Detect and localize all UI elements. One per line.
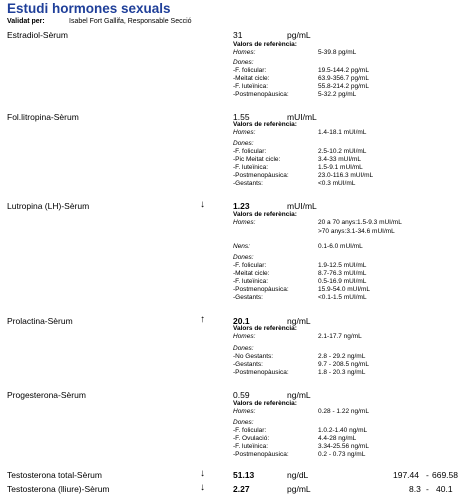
ref-heading: Valors de referència: — [233, 41, 297, 48]
ref-range: 63.9-356.7 pg/mL — [318, 75, 369, 82]
ref-range-homes: 2.1-17.7 ng/mL — [318, 333, 362, 340]
ref-label: -Postmenopàusica: — [233, 451, 289, 458]
test-name: Fol.litropina-Sèrum — [7, 112, 79, 122]
ref-label: -Postmenopàusica: — [233, 91, 289, 98]
ref-label: -F. folicular: — [233, 262, 267, 269]
ref-label: -F. folicular: — [233, 427, 267, 434]
ref-label-dones: Dones: — [233, 419, 254, 426]
test-unit: mUI/mL — [287, 112, 317, 122]
ref-label: -F. folicular: — [233, 67, 267, 74]
ref-range: 8.7-76.3 mUI/mL — [318, 270, 367, 277]
low-flag-icon: ↓ — [200, 199, 205, 210]
test-unit: ng/dL — [287, 470, 309, 480]
ref-range: 1.8 - 20.3 ng/mL — [318, 369, 366, 376]
ref-label: -Pic Meitat cicle: — [233, 156, 281, 163]
test-name: Testosterona total-Sèrum — [7, 470, 102, 480]
test-value: 1.55 — [233, 112, 250, 122]
ref-range-homes: 1.4-18.1 mUI/mL — [318, 129, 367, 136]
ref-label: -Meitat cicle: — [233, 75, 270, 82]
test-value: 51.13 — [233, 470, 255, 480]
test-unit: pg/mL — [287, 484, 311, 494]
ref-label-nens: Nens: — [233, 243, 250, 250]
ref-label: -F. luteïnica: — [233, 164, 269, 171]
test-value: 2.27 — [233, 484, 250, 494]
ref-range-homes: 5-39.8 pg/mL — [318, 49, 357, 56]
ref-label: -Gestants: — [233, 294, 263, 301]
test-value: 0.59 — [233, 390, 250, 400]
ref-range: 3.34-25.56 ng/mL — [318, 443, 369, 450]
test-name: Lutropina (LH)-Sèrum — [7, 201, 90, 211]
ref-heading: Valors de referència: — [233, 400, 297, 407]
validator-name: Isabel Fort Gallifa, Responsable Secció — [69, 18, 192, 25]
ref-range: 55.8-214.2 pg/mL — [318, 83, 369, 90]
low-flag-icon: ↓ — [200, 468, 205, 479]
ref-range: 23.0-116.3 mUI/mL — [318, 172, 374, 179]
ref-label-homes: Homes: — [233, 49, 256, 56]
test-unit: mUI/mL — [287, 201, 317, 211]
ref-range: 5-32.2 pg/mL — [318, 91, 357, 98]
ref-range: 9.7 - 208.5 ng/mL — [318, 361, 369, 368]
ref-label-dones: Dones: — [233, 254, 254, 261]
ref-label: -Postmenopàusica: — [233, 172, 289, 179]
ref-label: -F. luteïnica: — [233, 278, 269, 285]
ref-range: 0.2 - 0.73 ng/mL — [318, 451, 366, 458]
validated-by — [7, 18, 192, 25]
test-name: Testosterona (lliure)-Sèrum — [7, 484, 110, 494]
ref-label: -Gestants: — [233, 180, 263, 187]
ref-label: -Gestants: — [233, 361, 263, 368]
test-unit: ng/mL — [287, 390, 311, 400]
ref-label: -F. folicular: — [233, 148, 267, 155]
ref-range: 1.9-12.5 mUI/mL — [318, 262, 367, 269]
ref-range: 19.5-144.2 pg/mL — [318, 67, 369, 74]
ref-range: 1.5-9.1 mUI/mL — [318, 164, 363, 171]
ref-low: 197.44 — [393, 470, 419, 480]
ref-range: 2.8 - 29.2 ng/mL — [318, 353, 366, 360]
page-title: Estudi hormones sexuals — [7, 1, 171, 16]
ref-label: -F. luteïnica: — [233, 83, 269, 90]
ref-high: 669.58 — [432, 470, 458, 480]
ref-high: 40.1 — [436, 484, 453, 494]
ref-label: -F. Ovulació: — [233, 435, 270, 442]
test-name: Estradiol-Sèrum — [7, 30, 68, 40]
ref-label: -Postmenopàusica: — [233, 369, 289, 376]
ref-separator: - — [426, 470, 429, 480]
test-name: Prolactina-Sèrum — [7, 316, 73, 326]
ref-range: 2.5-10.2 mUI/mL — [318, 148, 367, 155]
test-unit: ng/mL — [287, 316, 311, 326]
ref-label: -No Gestants: — [233, 353, 274, 360]
ref-heading: Valors de referència: — [233, 325, 297, 332]
ref-range: 3.4-33 mUI/mL — [318, 156, 361, 163]
ref-label: -Meitat cicle: — [233, 270, 270, 277]
test-unit: pg/mL — [287, 30, 311, 40]
ref-label-homes: Homes: — [233, 333, 256, 340]
test-value: 31 — [233, 30, 243, 40]
ref-range-homes: 0.28 - 1.22 ng/mL — [318, 408, 369, 415]
validated-by-label: Validat per: — [7, 18, 45, 25]
ref-label-dones: Dones: — [233, 345, 254, 352]
ref-low: 8.3 — [409, 484, 421, 494]
ref-range: <0.1-1.5 mUI/mL — [318, 294, 367, 301]
ref-label: -F. luteïnica: — [233, 443, 269, 450]
ref-heading: Valors de referència: — [233, 121, 297, 128]
test-value: 1.23 — [233, 201, 250, 211]
ref-heading: Valors de referència: — [233, 211, 297, 218]
ref-label-homes: Homes: — [233, 129, 256, 136]
test-value: 20.1 — [233, 316, 250, 326]
ref-label-homes: Homes: — [233, 219, 256, 226]
ref-range: 0.5-16.9 mUI/mL — [318, 278, 367, 285]
ref-range-homes: 20 a 70 anys:1.5-9.3 mUI/mL — [318, 219, 402, 226]
ref-range-homes: >70 anys:3.1-34.6 mUI/mL — [318, 228, 395, 235]
low-flag-icon: ↓ — [200, 482, 205, 493]
ref-range: 4.4-28 ng/mL — [318, 435, 357, 442]
ref-separator: - — [426, 484, 429, 494]
ref-label-dones: Dones: — [233, 140, 254, 147]
ref-label: -Postmenopàusica: — [233, 286, 289, 293]
ref-range: <0.3 mUI/mL — [318, 180, 356, 187]
ref-label-homes: Homes: — [233, 408, 256, 415]
ref-range-nens: 0.1-6.0 mUI/mL — [318, 243, 363, 250]
ref-range: 1.0.2-1.40 ng/mL — [318, 427, 368, 434]
high-flag-icon: ↑ — [200, 314, 205, 325]
ref-range: 15.9-54.0 mUI/mL — [318, 286, 371, 293]
test-name: Progesterona-Sèrum — [7, 390, 86, 400]
ref-label-dones: Dones: — [233, 59, 254, 66]
